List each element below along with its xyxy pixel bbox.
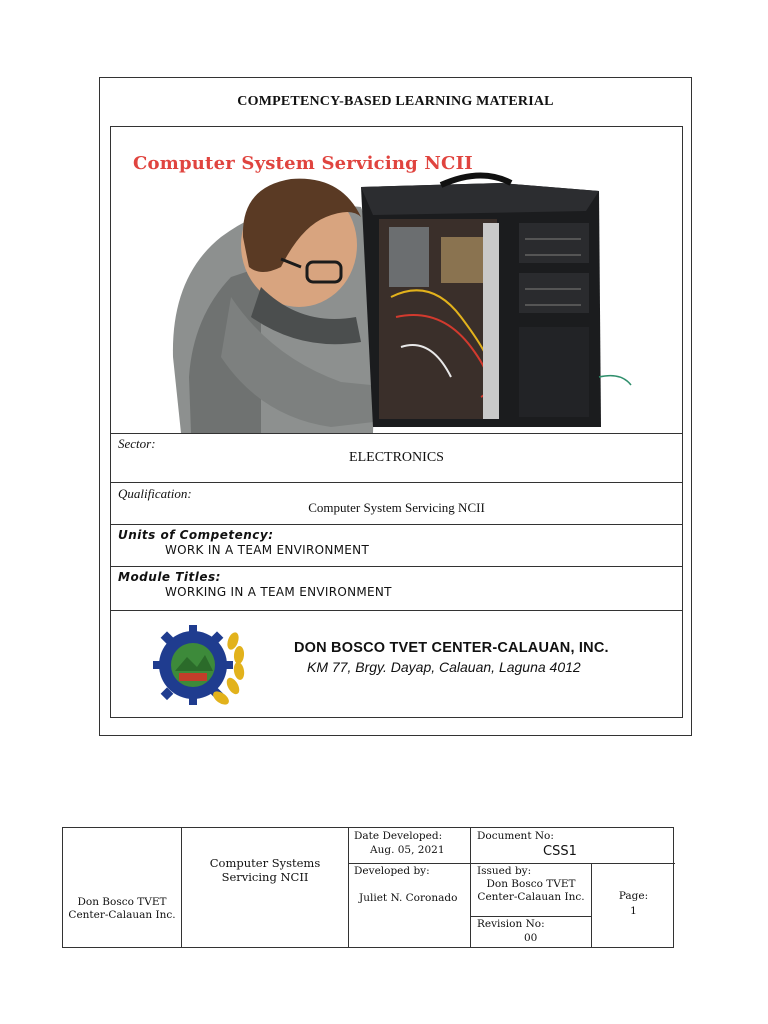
school-logo-icon <box>153 619 249 709</box>
units-row <box>111 525 682 567</box>
footer-revision-value: 00 <box>524 932 538 944</box>
module-value: WORKING IN A TEAM ENVIRONMENT <box>165 585 392 599</box>
document-cover-frame <box>99 77 692 736</box>
footer-developed-value: Juliet N. Coronado <box>359 892 458 904</box>
footer-revision-label: Revision No: <box>477 918 545 930</box>
qualification-row <box>111 483 682 525</box>
organization-address: KM 77, Brgy. Dayap, Calauan, Laguna 4012 <box>307 659 581 675</box>
module-row <box>111 567 682 611</box>
sector-label: Sector: <box>118 436 156 451</box>
module-label: Module Titles: <box>118 570 221 584</box>
sector-value: ELECTRONICS <box>349 450 444 465</box>
sector-row <box>111 433 682 483</box>
footer-docno-label: Document No: <box>477 830 554 842</box>
footer-course: Computer Systems Servicing NCII <box>209 856 321 884</box>
qualification-value: Computer System Servicing NCII <box>308 500 485 515</box>
footer-date-label: Date Developed: <box>354 830 443 842</box>
footer-developed-label: Developed by: <box>354 865 430 877</box>
document-heading: COMPETENCY-BASED LEARNING MATERIAL <box>237 94 554 109</box>
cover-title: Computer System Servicing NCII <box>133 153 473 174</box>
document-footer-table <box>62 827 674 948</box>
footer-docno-value: CSS1 <box>543 844 577 859</box>
units-value: WORK IN A TEAM ENVIRONMENT <box>165 543 370 557</box>
footer-date-value: Aug. 05, 2021 <box>370 844 445 856</box>
units-label: Units of Competency: <box>118 528 274 542</box>
cover-inner-frame <box>110 126 683 718</box>
organization-name: DON BOSCO TVET CENTER-CALAUAN, INC. <box>294 640 609 656</box>
footer-page-value: 1 <box>630 905 637 917</box>
footer-issued-value: Don Bosco TVET Center-Calauan Inc. <box>477 878 585 903</box>
footer-issued-label: Issued by: <box>477 865 532 877</box>
footer-page-label: Page: <box>618 890 649 902</box>
qualification-label: Qualification: <box>118 486 192 501</box>
cover-image <box>111 127 682 434</box>
organization-block <box>111 611 682 717</box>
footer-org: Don Bosco TVET Center-Calauan Inc. <box>68 896 176 921</box>
